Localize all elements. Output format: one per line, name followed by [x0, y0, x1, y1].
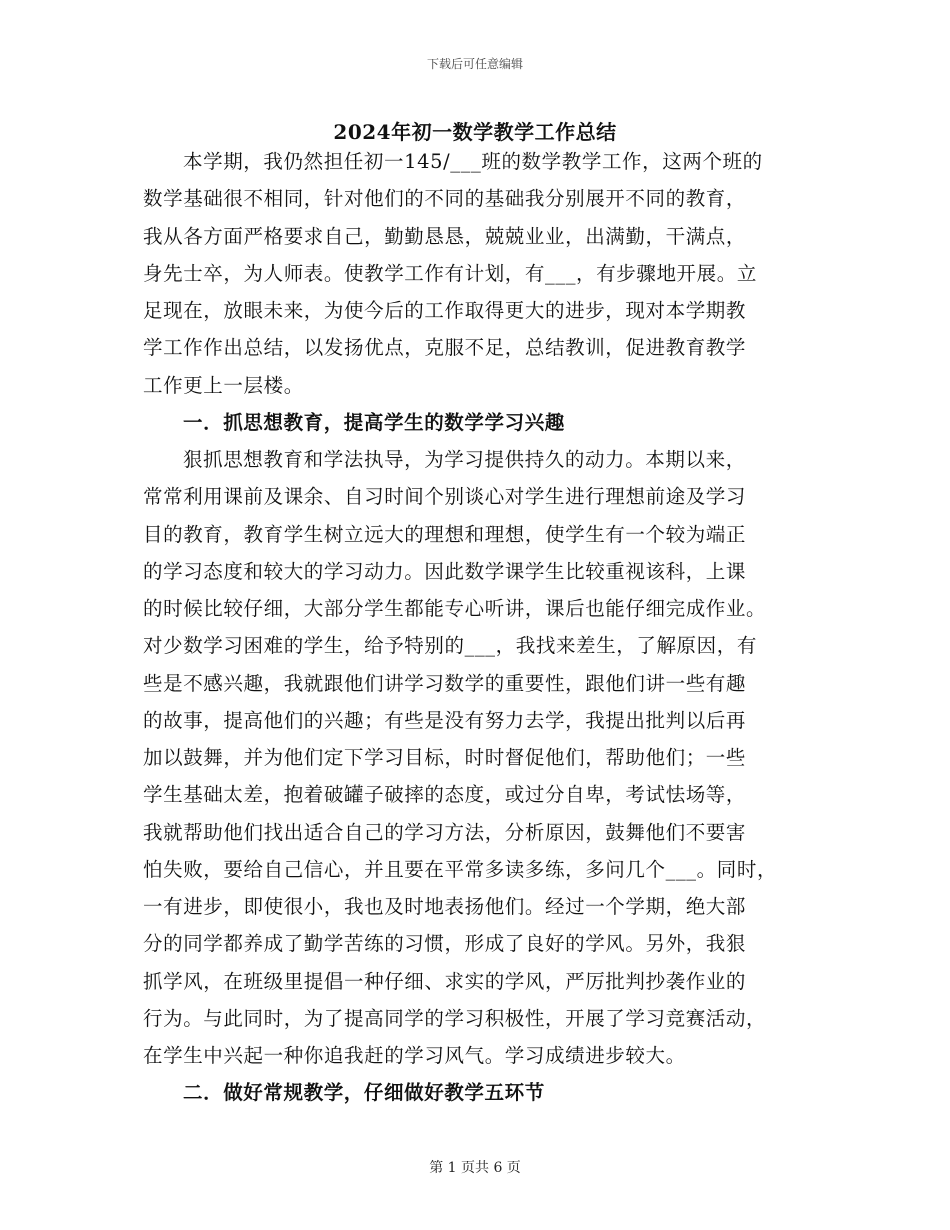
paragraph-line: 行为。与此同时，为了提高同学的学习积极性，开展了学习竞赛活动， [143, 1006, 767, 1030]
paragraph-line: 一有进步，即使很小，我也及时地表扬他们。经过一个学期，绝大部 [143, 895, 747, 918]
paragraph-line: 学工作作出总结，以发扬优点，克服不足，总结教训，促进教育教学 [143, 336, 747, 360]
download-note: 下载后可任意编辑 [426, 57, 523, 71]
paragraph-line: 我就帮助他们找出适合自己的学习方法，分析原因，鼓舞他们不要害 [143, 820, 747, 844]
paragraph-line: 身先士卒，为人师表。使教学工作有计划，有___，有步骤地开展。立 [143, 261, 757, 285]
paragraph-line: 本学期，我仍然担任初一145/___班的数学教学工作，这两个班的 [183, 150, 763, 173]
paragraph-line: 工作更上一层楼。 [143, 373, 304, 397]
paragraph-line: 些是不感兴趣，我就跟他们讲学习数学的重要性，跟他们讲一些有趣 [143, 671, 747, 695]
document-title: 2024年初一数学教学工作总结 [333, 120, 617, 144]
section-heading: 二．做好常规教学，仔细做好教学五环节 [183, 1081, 545, 1105]
paragraph-line: 的故事，提高他们的兴趣；有些是没有努力去学，我提出批判以后再 [143, 708, 747, 732]
paragraph-line: 常常利用课前及课余、自习时间个别谈心对学生进行理想前途及学习 [143, 485, 747, 509]
paragraph-line: 怕失败，要给自己信心，并且要在平常多读多练，多问几个___。同时， [143, 857, 778, 881]
paragraph-line: 足现在，放眼未来，为使今后的工作取得更大的进步，现对本学期教 [143, 299, 747, 322]
paragraph-line: 的学习态度和较大的学习动力。因此数学课学生比较重视该科，上课 [143, 559, 747, 583]
paragraph-line: 狠抓思想教育和学法执导，为学习提供持久的动力。本期以来， [183, 448, 746, 471]
page-footer: 第 1 页共 6 页 [429, 1160, 521, 1176]
paragraph-line: 抓学风，在班级里提倡一种仔细、求实的学风，严厉批判抄袭作业的 [143, 969, 747, 993]
paragraph-line: 的时候比较仔细，大部分学生都能专心听讲，课后也能仔细完成作业。 [143, 597, 767, 620]
paragraph-line: 学生基础太差，抱着破罐子破摔的态度，或过分自卑，考试怯场等， [143, 783, 747, 807]
paragraph-line: 数学基础很不相同，针对他们的不同的基础我分别展开不同的教育， [143, 187, 747, 211]
paragraph-line: 我从各方面严格要求自己，勤勤恳恳，兢兢业业，出满勤，干满点， [143, 224, 747, 248]
paragraph-line: 在学生中兴起一种你追我赶的学习风气。学习成绩进步较大。 [143, 1044, 686, 1067]
paragraph-line: 分的同学都养成了勤学苦练的习惯，形成了良好的学风。另外，我狠 [143, 932, 747, 956]
paragraph-line: 对少数学习困难的学生，给予特别的___，我找来差生，了解原因，有 [143, 634, 757, 658]
paragraph-line: 加以鼓舞，并为他们定下学习目标，时时督促他们，帮助他们；一些 [143, 746, 747, 769]
paragraph-line: 目的教育，教育学生树立远大的理想和理想，使学生有一个较为端正 [143, 522, 747, 546]
section-heading: 一．抓思想教育，提高学生的数学学习兴趣 [183, 410, 565, 434]
